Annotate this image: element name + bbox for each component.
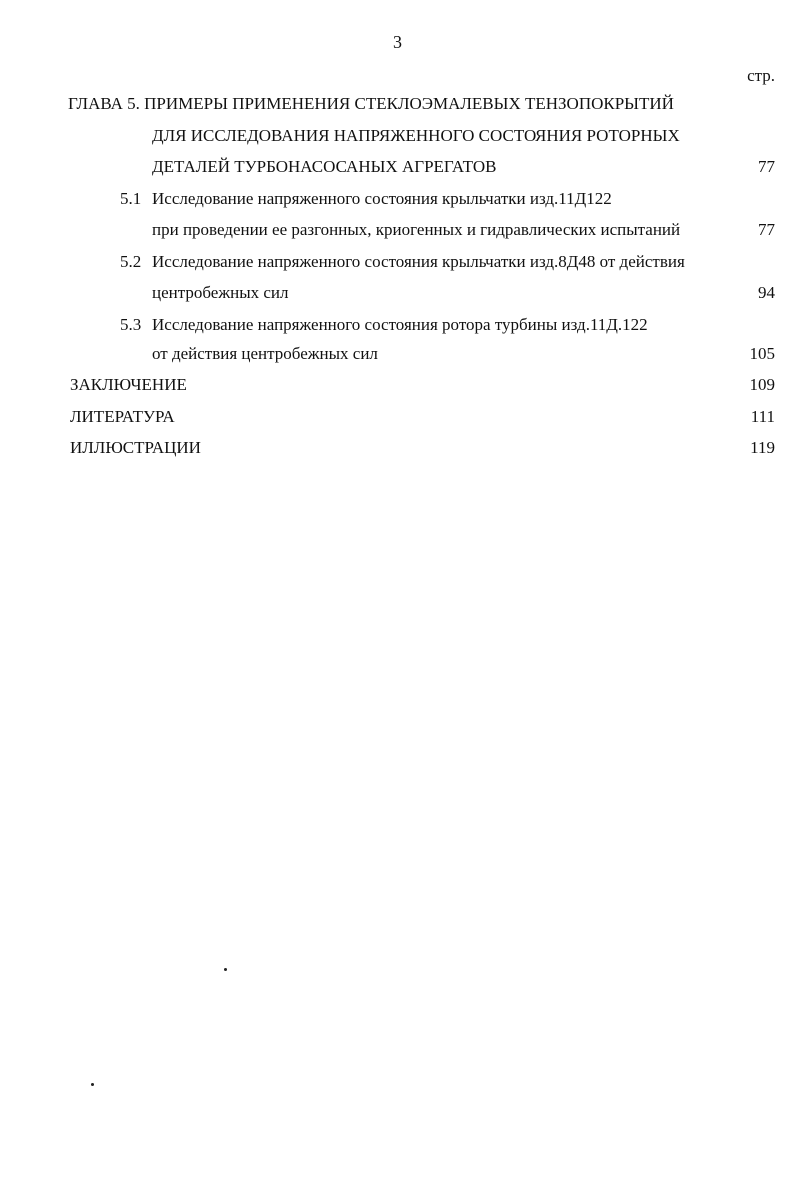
toc-entry-number: 5.2 xyxy=(120,252,142,271)
toc-entry-title: Исследование напряженного состояния крыльчатки изд.11Д122 xyxy=(152,189,612,208)
toc-entry-page: 105 xyxy=(749,344,775,363)
page-number: 3 xyxy=(393,32,402,52)
toc-entry-page: 77 xyxy=(758,220,775,239)
toc-entry-page: 109 xyxy=(749,375,775,394)
toc-entry-title: центробежных сил xyxy=(152,283,289,302)
toc-entry-title: ГЛАВА 5. ПРИМЕРЫ ПРИМЕНЕНИЯ СТЕКЛОЭМАЛЕВЫХ ТЕНЗОПОКРЫТИЙ xyxy=(68,94,674,113)
toc-entry-number: 5.3 xyxy=(120,315,142,334)
toc-entry-title: ИЛЛЮСТРАЦИИ xyxy=(70,438,201,457)
toc-entry-page: 119 xyxy=(750,438,775,457)
toc-entry-page: 77 xyxy=(758,157,775,176)
toc-entry-title: ЗАКЛЮЧЕНИЕ xyxy=(70,375,187,394)
toc-entry-title: при проведении ее разгонных, криогенных и гидравлических испытаний xyxy=(152,220,681,239)
toc-entry-page: 94 xyxy=(758,283,775,302)
toc-entry-title: Исследование напряженного состояния ротора турбины изд.11Д.122 xyxy=(152,315,648,334)
toc-entry-page: 111 xyxy=(750,407,775,426)
scan-speck xyxy=(224,968,227,971)
toc-entry-title: Исследование напряженного состояния крыльчатки изд.8Д48 от действия xyxy=(152,252,685,271)
toc-entry-title: ДЛЯ ИССЛЕДОВАНИЯ НАПРЯЖЕННОГО СОСТОЯНИЯ РОТОРНЫХ xyxy=(152,126,680,145)
toc-entry-title: от действия центробежных сил xyxy=(152,344,378,363)
page-column-label: стр. xyxy=(747,66,775,85)
toc-entry-title: ЛИТЕРАТУРА xyxy=(70,407,175,426)
toc-entry-number: 5.1 xyxy=(120,189,142,208)
toc-entry-title: ДЕТАЛЕЙ ТУРБОНАСОСАНЫХ АГРЕГАТОВ xyxy=(152,157,497,176)
scan-speck xyxy=(91,1083,94,1086)
